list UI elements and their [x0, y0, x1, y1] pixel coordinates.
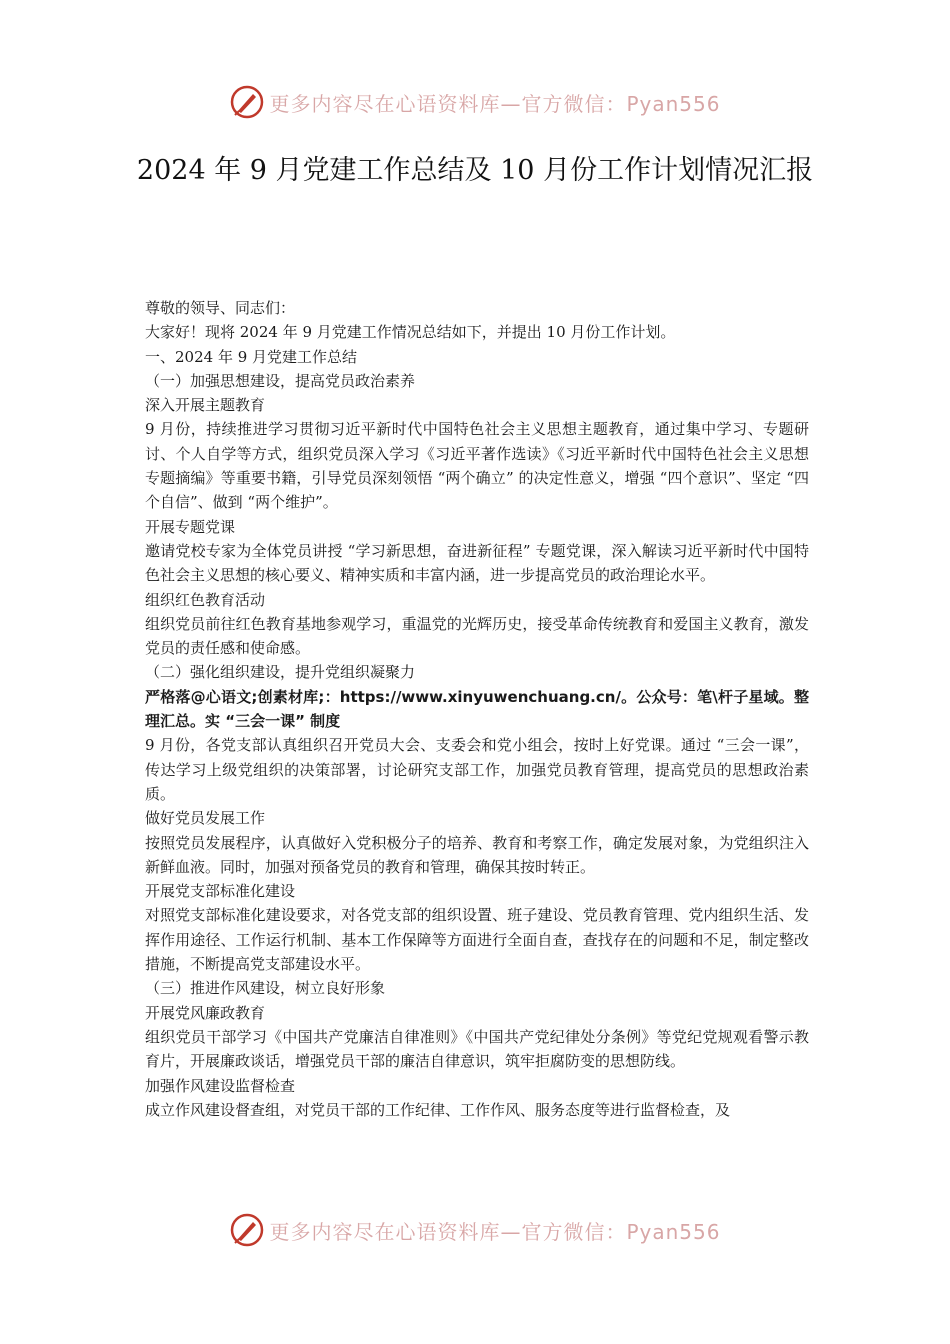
body-paragraph: 组织党员前往红色教育基地参观学习，重温党的光辉历史，接受革命传统教育和爱国主义教育，激发党员的责任感和使命感。	[145, 614, 809, 658]
banner-text: 更多内容尽在心语资料库—官方微信：Pyan556	[269, 1219, 721, 1244]
item-heading: 开展党风廉政教育	[145, 1003, 266, 1022]
item-heading: 开展专题党课	[145, 517, 236, 536]
body-paragraph: 9 月份，持续推进学习贯彻习近平新时代中国特色社会主义思想主题教育，通过集中学习、专题研讨、个人自学等方式，组织党员深入学习《习近平著作选读》《习近平新时代中国特色社会主义思想专题摘编》等重要书籍，引导党员深刻领悟 “两个确立” 的决定性意义，增强 “四个意识”、坚定 “四个自信”、做到 “两个维护”。	[145, 420, 809, 512]
banner-text: 更多内容尽在心语资料库—官方微信：Pyan556	[269, 91, 721, 116]
item-heading: 组织红色教育活动	[145, 590, 266, 609]
pen-seal-icon	[229, 1212, 265, 1248]
body-paragraph: 邀请党校专家为全体党员讲授 “学习新思想，奋进新征程” 专题党课，深入解读习近平新时代中国特色社会主义思想的核心要义、精神实质和丰富内涵，进一步提高党员的政治理论水平。	[145, 541, 809, 585]
subsection-heading: （三）推进作风建设，树立良好形象	[145, 979, 386, 998]
body-paragraph: 组织党员干部学习《中国共产党廉洁自律准则》《中国共产党纪律处分条例》等党纪党规观看警示教育片，开展廉政谈话，增强党员干部的廉洁自律意识，筑牢拒腐防变的思想防线。	[145, 1027, 809, 1071]
item-heading: 做好党员发展工作	[145, 809, 266, 828]
watermark-inline-text: 严格落@心语文;创素材库;：https://www.xinyuwenchuang.cn/。公众号：笔\杆子星域。整理汇总。实 “三会一课” 制度	[145, 687, 809, 731]
document-title: 2024 年 9 月党建工作总结及 10 月份工作计划情况汇报	[136, 155, 814, 186]
item-heading: 深入开展主题教育	[145, 396, 266, 415]
section-heading: 一、2024 年 9 月党建工作总结	[145, 347, 358, 366]
item-heading: 加强作风建设监督检查	[145, 1076, 296, 1095]
pen-seal-icon	[229, 84, 265, 120]
salutation: 尊敬的领导、同志们：	[145, 299, 296, 317]
body-paragraph: 成立作风建设督查组，对党员干部的工作纪律、工作作风、服务态度等进行监督检查，及	[145, 1100, 731, 1119]
body-paragraph: 对照党支部标准化建设要求，对各党支部的组织设置、班子建设、党员教育管理、党内组织生活、发挥作用途径、工作运行机制、基本工作保障等方面进行全面自查，查找存在的问题和不足，制定整改措施，不断提高党支部建设水平。	[145, 906, 809, 974]
subsection-heading: （一）加强思想建设，提高党员政治素养	[145, 371, 416, 390]
intro-paragraph: 大家好！现将 2024 年 9 月党建工作情况总结如下，并提出 10 月份工作计划。	[145, 323, 676, 342]
body-paragraph: 按照党员发展程序，认真做好入党积极分子的培养、教育和考察工作，确定发展对象，为党组织注入新鲜血液。同时，加强对预备党员的教育和管理，确保其按时转正。	[145, 833, 809, 876]
footer-banner	[0, 1210, 950, 1250]
document-body	[145, 296, 809, 1122]
body-paragraph: 9 月份，各党支部认真组织召开党员大会、支委会和党小组会，按时上好党课。通过 “三会一课”，传达学习上级党组织的决策部署，讨论研究支部工作，加强党员教育管理，提高党员的思想政治素质。	[145, 736, 809, 803]
item-heading: 开展党支部标准化建设	[145, 882, 296, 901]
subsection-heading: （二）强化组织建设，提升党组织凝聚力	[145, 663, 416, 682]
header-banner	[0, 82, 950, 122]
